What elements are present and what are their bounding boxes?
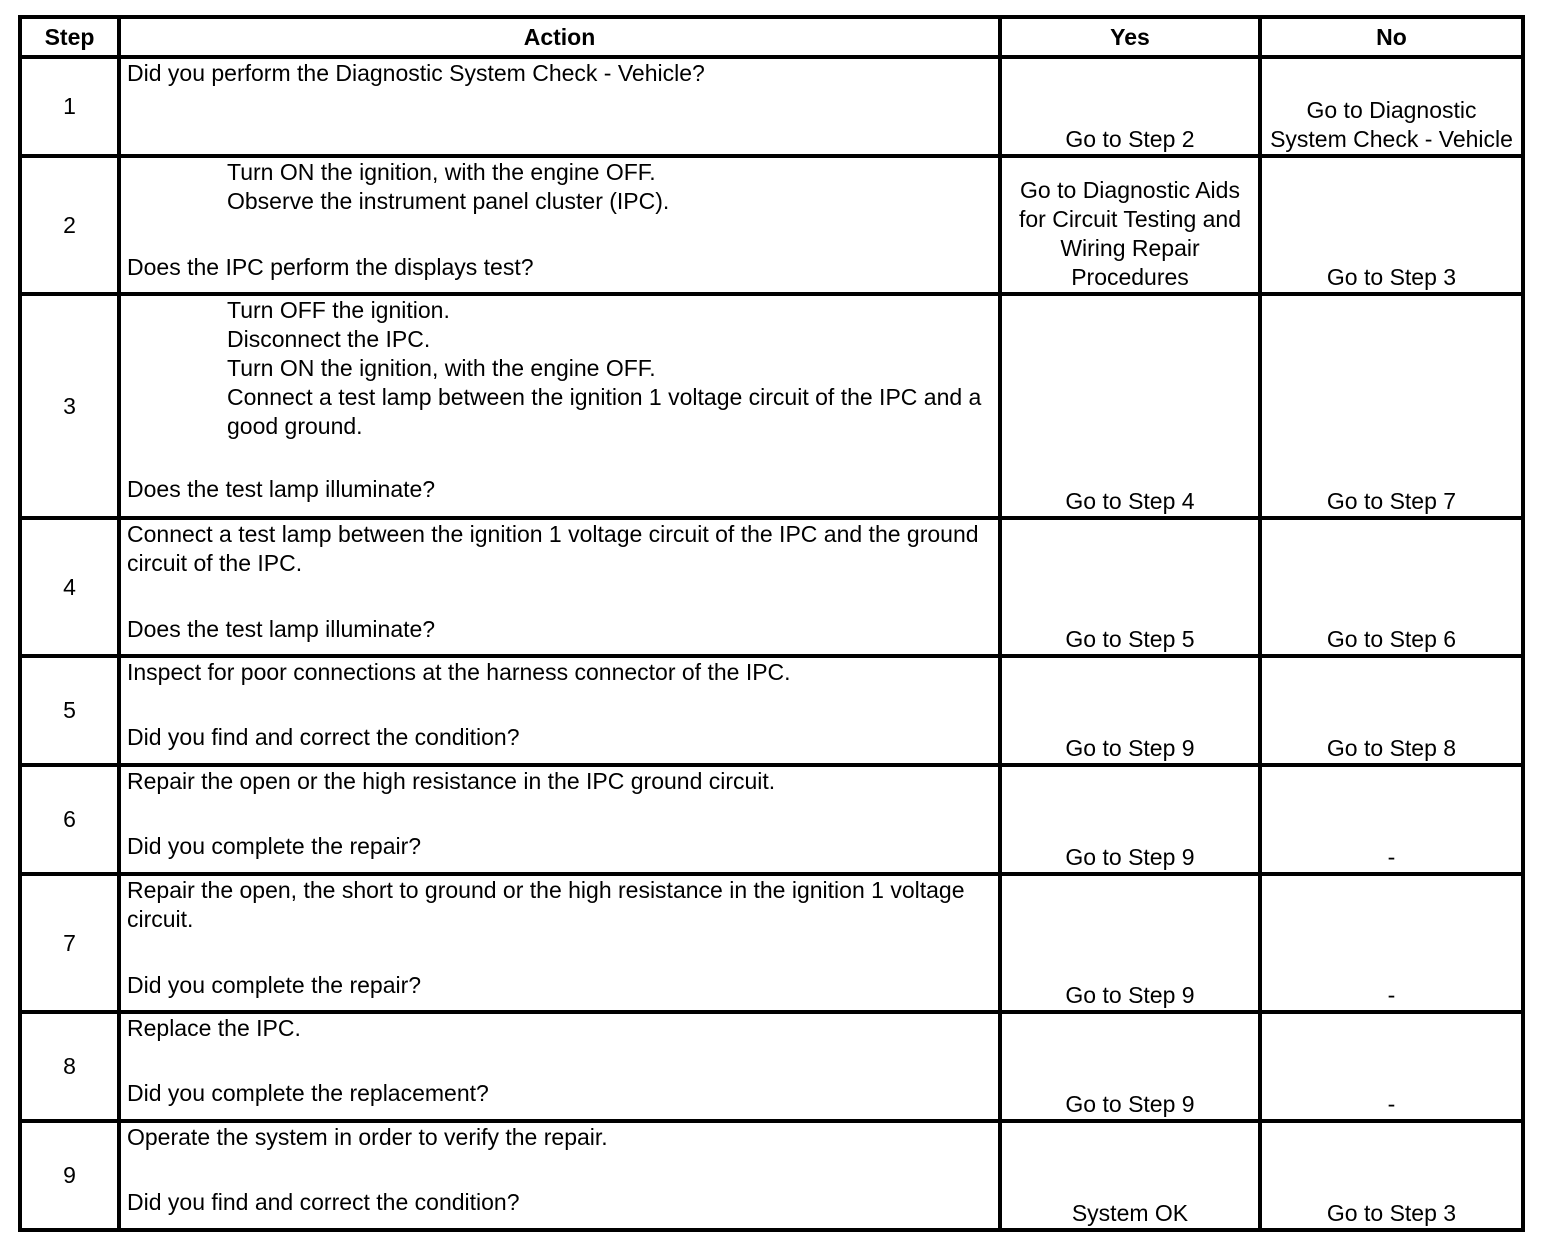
step-number: 1	[20, 57, 119, 156]
yes-cell: Go to Step 2	[1000, 57, 1260, 156]
yes-cell: System OK	[1000, 1121, 1260, 1230]
action-cell	[119, 874, 1000, 1012]
header-no: No	[1260, 17, 1523, 57]
action-cell	[119, 57, 1000, 156]
action-cell	[119, 656, 1000, 765]
no-cell: Go to Step 3	[1260, 1121, 1523, 1230]
action-line: Disconnect the IPC.	[227, 326, 431, 352]
table-row	[20, 156, 1523, 294]
no-cell: Go to Step 7	[1260, 294, 1523, 518]
action-cell	[119, 1012, 1000, 1121]
action-line: Turn ON the ignition, with the engine OFF.	[227, 159, 656, 185]
action-question: Does the test lamp illuminate?	[127, 476, 436, 502]
action-line: Observe the instrument panel cluster (IPC).	[227, 188, 670, 214]
step-number: 4	[20, 518, 119, 656]
action-question: Did you find and correct the condition?	[127, 724, 520, 750]
step-number: 3	[20, 294, 119, 518]
action-line: Repair the open or the high resistance in the IPC ground circuit.	[127, 768, 776, 794]
action-cell	[119, 156, 1000, 294]
diagnostic-table	[18, 15, 1525, 1232]
action-line: Did you perform the Diagnostic System Check - Vehicle?	[127, 60, 705, 86]
header-step: Step	[20, 17, 119, 57]
yes-cell: Go to Step 4	[1000, 294, 1260, 518]
step-number: 6	[20, 765, 119, 874]
header-action: Action	[119, 17, 1000, 57]
no-cell: Go to Diagnostic System Check - Vehicle	[1260, 57, 1523, 156]
action-line: Inspect for poor connections at the harness connector of the IPC.	[127, 659, 791, 685]
action-line: Operate the system in order to verify the repair.	[127, 1124, 608, 1150]
action-cell	[119, 1121, 1000, 1230]
action-line: Connect a test lamp between the ignition 1 voltage circuit of the IPC and the ground circuit of the IPC.	[127, 521, 979, 576]
step-number: 8	[20, 1012, 119, 1121]
table-row	[20, 874, 1523, 1012]
table-row	[20, 57, 1523, 156]
no-cell: -	[1260, 874, 1523, 1012]
table-row	[20, 765, 1523, 874]
no-cell: Go to Step 6	[1260, 518, 1523, 656]
action-line: Replace the IPC.	[127, 1015, 301, 1041]
action-line: Turn ON the ignition, with the engine OFF.	[227, 355, 656, 381]
action-line: Connect a test lamp between the ignition 1 voltage circuit of the IPC and a good ground.	[227, 384, 982, 439]
action-line: Repair the open, the short to ground or the high resistance in the ignition 1 voltage circuit.	[127, 877, 965, 932]
table-row	[20, 656, 1523, 765]
action-line: Turn OFF the ignition.	[227, 297, 450, 323]
yes-cell: Go to Step 9	[1000, 656, 1260, 765]
action-question: Did you complete the repair?	[127, 972, 422, 998]
yes-cell: Go to Step 5	[1000, 518, 1260, 656]
table-row	[20, 1121, 1523, 1230]
step-number: 9	[20, 1121, 119, 1230]
header-yes: Yes	[1000, 17, 1260, 57]
action-question: Does the IPC perform the displays test?	[127, 254, 534, 280]
step-number: 2	[20, 156, 119, 294]
no-cell: -	[1260, 765, 1523, 874]
yes-cell: Go to Step 9	[1000, 765, 1260, 874]
action-cell	[119, 765, 1000, 874]
header-row	[20, 17, 1523, 57]
action-cell	[119, 518, 1000, 656]
table-row	[20, 518, 1523, 656]
action-question: Did you find and correct the condition?	[127, 1189, 520, 1215]
no-cell: Go to Step 8	[1260, 656, 1523, 765]
yes-cell: Go to Step 9	[1000, 1012, 1260, 1121]
action-question: Did you complete the replacement?	[127, 1080, 489, 1106]
action-question: Did you complete the repair?	[127, 833, 422, 859]
yes-cell: Go to Diagnostic Aids for Circuit Testing and Wiring Repair Procedures	[1000, 156, 1260, 294]
step-number: 7	[20, 874, 119, 1012]
yes-cell: Go to Step 9	[1000, 874, 1260, 1012]
action-cell	[119, 294, 1000, 518]
action-question: Does the test lamp illuminate?	[127, 616, 436, 642]
step-number: 5	[20, 656, 119, 765]
no-cell: Go to Step 3	[1260, 156, 1523, 294]
table-row	[20, 1012, 1523, 1121]
table-row	[20, 294, 1523, 518]
no-cell: -	[1260, 1012, 1523, 1121]
